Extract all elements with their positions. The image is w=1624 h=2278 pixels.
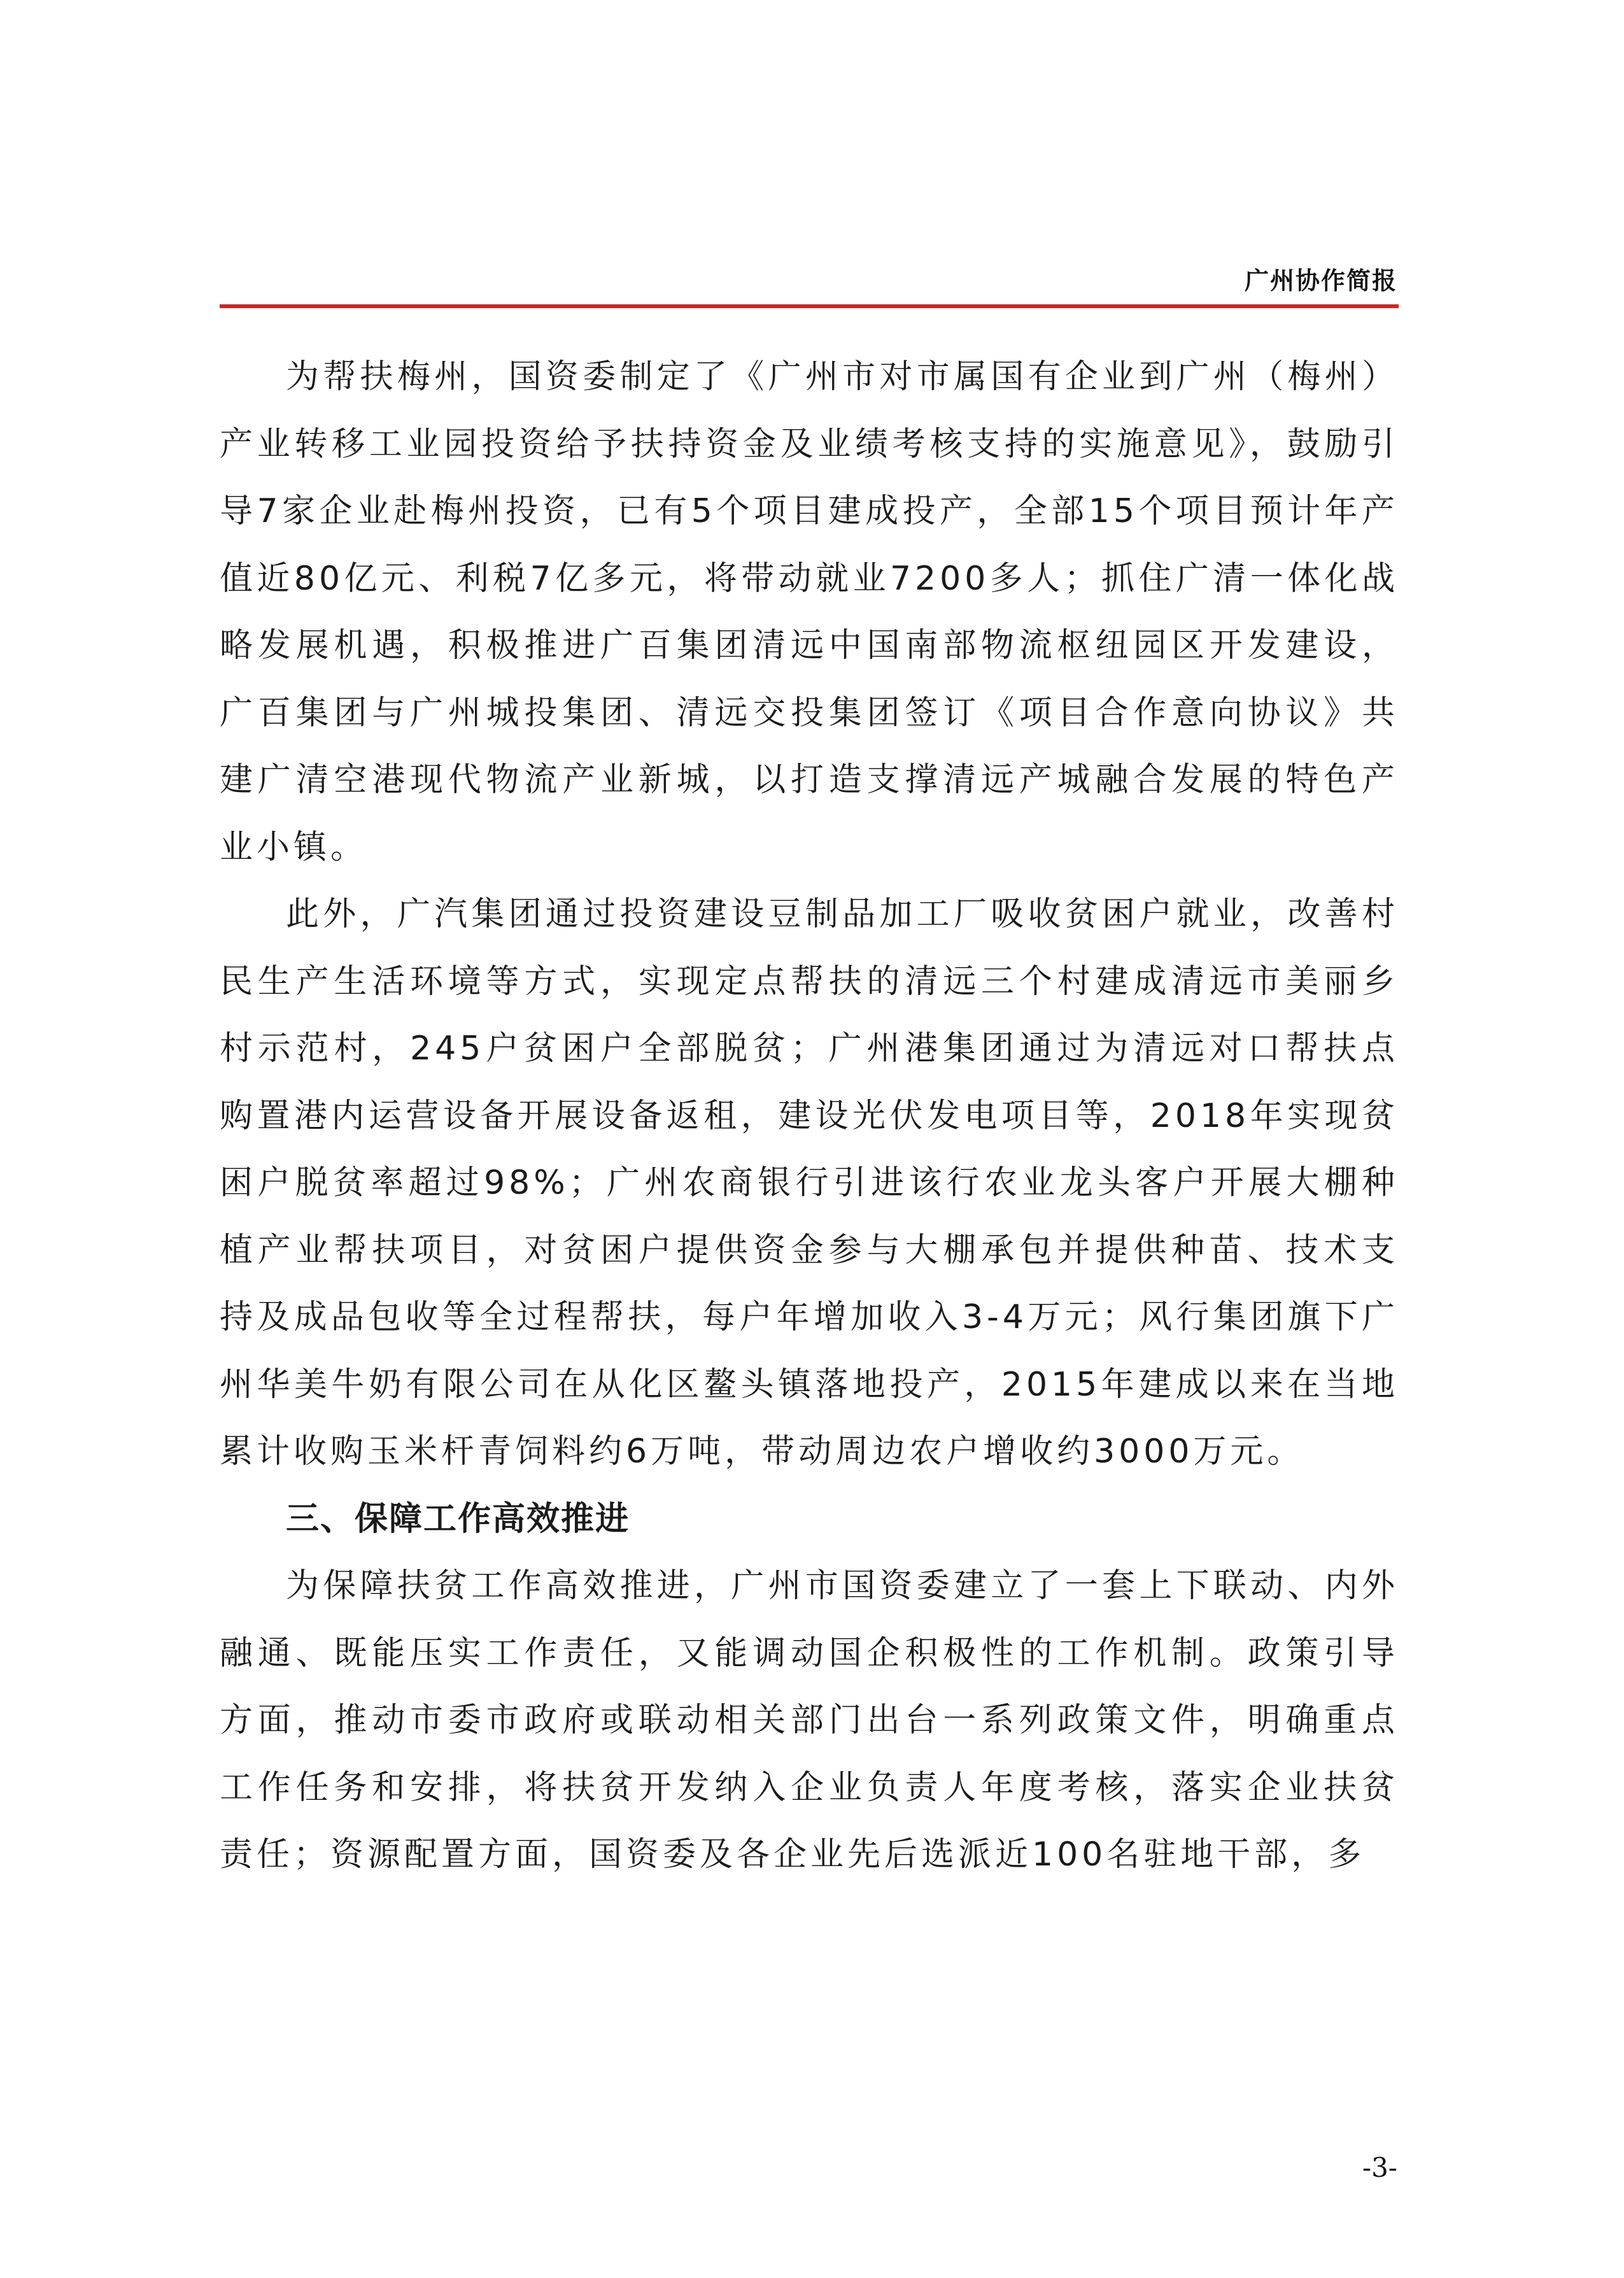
header-title: 广州协作简报 (1244, 266, 1397, 295)
header-divider (220, 304, 1399, 308)
document-body (220, 344, 1399, 1889)
body-paragraph: 为帮扶梅州，国资委制定了《广州市对市属国有企业到广州（梅州）产业转移工业园投资给予扶持资金及业绩考核支持的实施意见》，鼓励引导7家企业赴梅州投资，已有5个项目建成投产，全部15个项目预计年产值近80亿元、利税7亿多元，将带动就业7200多人；抓住广清一体化战略发展机遇，积极推进广百集团清远中国南部物流枢纽园区开发建设，广百集团与广州城投集团、清远交投集团签订《项目合作意向协议》共建广清空港现代物流产业新城，以打造支撑清远产城融合发展的特色产业小镇。 (220, 358, 1399, 867)
section-heading: 三、保障工作高效推进 (286, 1499, 630, 1538)
body-paragraph: 此外，广汽集团通过投资建设豆制品加工厂吸收贫困户就业，改善村民生产生活环境等方式，实现定点帮扶的清远三个村建成清远市美丽乡村示范村，245户贫困户全部脱贫；广州港集团通过为清远对口帮扶点购置港内运营设备开展设备返租，建设光伏发电项目等，2018年实现贫困户脱贫率超过98%；广州农商银行引进该行农业龙头客户开展大棚种植产业帮扶项目，对贫困户提供资金参与大棚承包并提供种苗、技术支持及成品包收等全过程帮扶，每户年增加收入3-4万元；风行集团旗下广州华美牛奶有限公司在从化区鳌头镇落地投产，2015年建成以来在当地累计收购玉米杆青饲料约6万吨，带动周边农户增收约3000万元。 (220, 895, 1399, 1471)
page-number: -3- (1362, 2152, 1397, 2183)
body-paragraph: 为保障扶贫工作高效推进，广州市国资委建立了一套上下联动、内外融通、既能压实工作责任，又能调动国企积极性的工作机制。政策引导方面，推动市委市政府或联动相关部门出台一系列政策文件，明确重点工作任务和安排，将扶贫开发纳入企业负责人年度考核，落实企业扶贫责任；资源配置方面，国资委及各企业先后选派近100名驻地干部，多 (220, 1567, 1399, 1874)
